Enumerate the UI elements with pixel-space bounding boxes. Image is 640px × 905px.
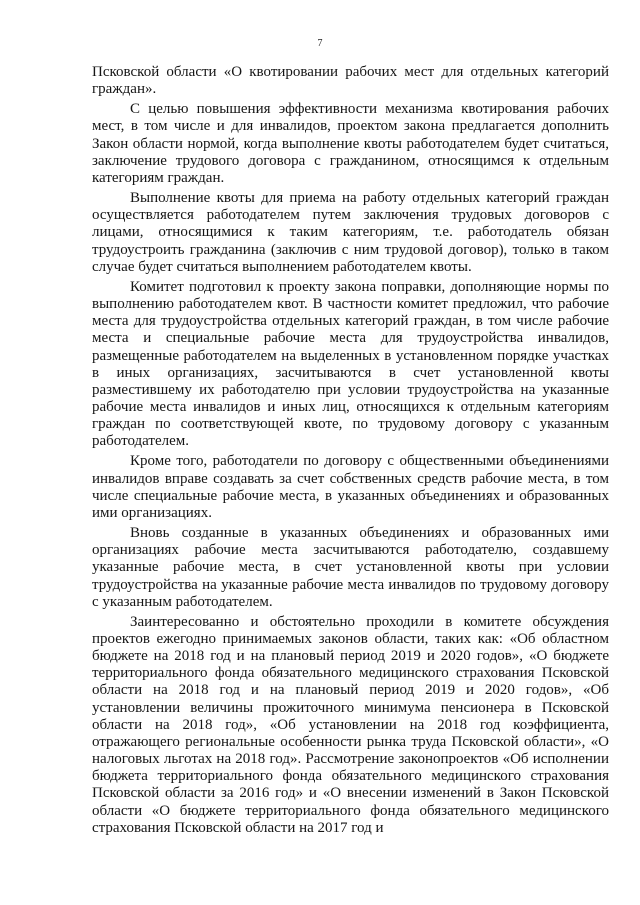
paragraph: Выполнение квоты для приема на работу отдельных категорий граждан осуществляется работодателем путем заключения трудовых договоров с лицами, относящимися к таким категориям, т.е. работодатель обязан трудоустроить гражданина (заключив с ним трудовой договор), только в таком случае будет считаться выполнением работодателем квоты.	[92, 190, 609, 275]
paragraph: Вновь созданные в указанных объединениях и образованных ими организациях рабочие места засчитываются работодателю, создавшему указанные рабочие места, в счет установленной квоты при условии трудоустройства на указанные рабочие места инвалидов по трудовому договору с указанным работодателем.	[92, 525, 609, 610]
paragraph-continuation: Псковской области «О квотировании рабочих мест для отдельных категорий граждан».	[92, 64, 609, 98]
paragraph: Заинтересованно и обстоятельно проходили в комитете обсуждения проектов ежегодно принимаемых законов области, таких как: «Об областном бюджете на 2018 год и на плановый период 2019 и 2020 годов», «О бюджете территориального фонда обязательного медицинского страхования Псковской области на 2018 год и на плановый период 2019 и 2020 годов», «Об установлении величины прожиточного минимума пенсионера в Псковской области на 2018 год», «Об установлении на 2018 год коэффициента, отражающего региональные особенности рынка труда Псковской области», «О налоговых льготах на 2018 год». Рассмотрение законопроектов «Об исполнении бюджета территориального фонда обязательного медицинского страхования Псковской области за 2016 год» и «О внесении изменений в Закон Псковской области «О бюджете территориального фонда обязательного медицинского страхования Псковской области на 2017 год и	[92, 613, 609, 836]
paragraph: Кроме того, работодатели по договору с общественными объединениями инвалидов вправе создавать за счет собственных средств рабочие места, в том числе специальные рабочие места, в указанных объединениях и образованных ими организациях.	[92, 453, 609, 521]
paragraph: С целью повышения эффективности механизма квотирования рабочих мест, в том числе и для инвалидов, проектом закона предлагается дополнить Закон области нормой, когда выполнение квоты работодателем будет считаться, заключение трудового договора с гражданином, относящимся к отдельным категориям граждан.	[92, 101, 609, 186]
page-number: 7	[317, 38, 323, 49]
document-body	[92, 64, 609, 840]
paragraph: Комитет подготовил к проекту закона поправки, дополняющие нормы по выполнению работодателем квот. В частности комитет предложил, что рабочие места для трудоустройства отдельных категорий граждан, в том числе рабочие места и специальные рабочие места для трудоустройства инвалидов, размещенные работодателем на выделенных в установленном порядке участках в иных организациях, засчитываются в счет установленной квоты разместившему их работодателю при условии трудоустройства на указанные рабочие места инвалидов и иных лиц, относящихся к отдельным категориям граждан по соответствующей квоте, по трудовому договору с указанным работодателем.	[92, 278, 609, 450]
